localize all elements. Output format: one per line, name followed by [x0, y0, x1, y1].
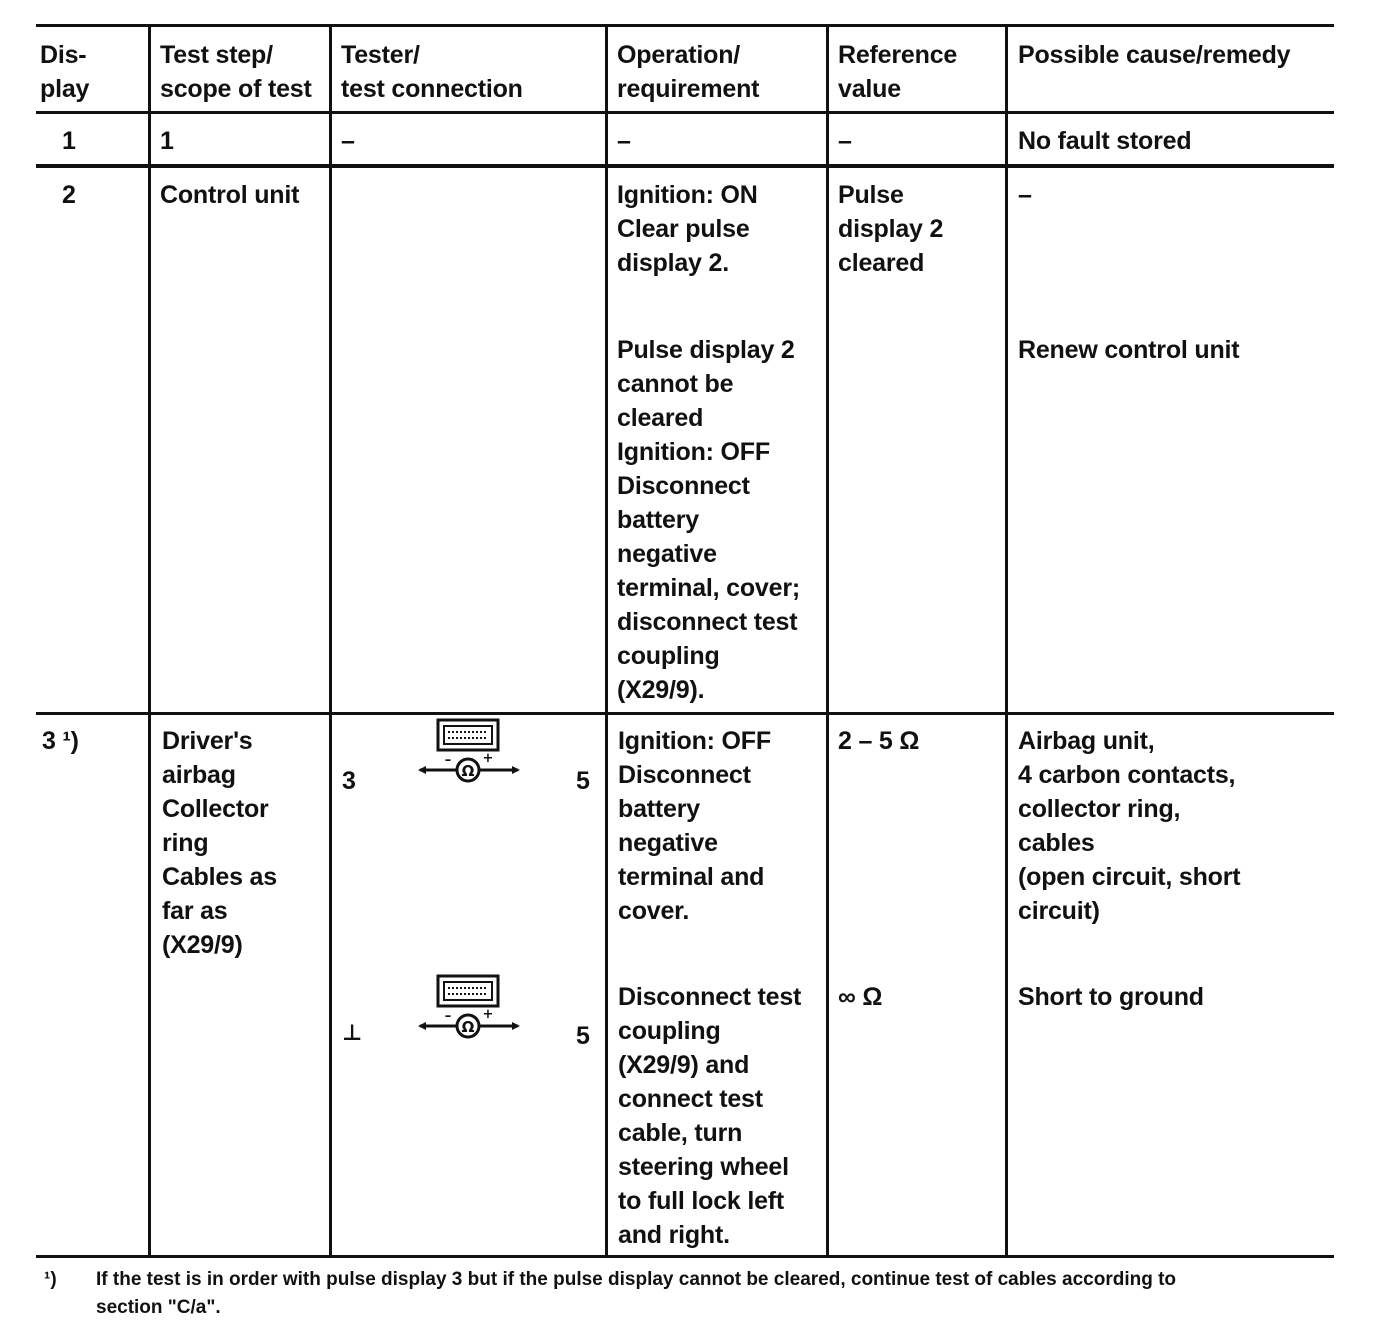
- row1-reference: –: [838, 127, 852, 155]
- ohmmeter-icon: [414, 718, 524, 788]
- header-test-step: Test step/ scope of test: [160, 41, 312, 103]
- svg-text:+: +: [482, 1007, 494, 1022]
- svg-text:–: –: [444, 1009, 452, 1024]
- col-rule-2: [329, 24, 332, 1258]
- row1-test-step: 1: [160, 127, 174, 155]
- top-rule: [36, 24, 1334, 27]
- row2-cause-a: –: [1018, 181, 1032, 209]
- row1-display: 1: [62, 127, 76, 155]
- row2-cause-b: Renew control unit: [1018, 336, 1240, 364]
- col-rule-4: [826, 24, 829, 1258]
- row2-display: 2: [62, 181, 76, 209]
- row3-tester-a-right: 5: [576, 767, 590, 795]
- row2-reference-a: Pulse display 2 cleared: [838, 181, 944, 277]
- row3-tester-b-left: ⊥: [342, 1020, 362, 1045]
- row2-test-step: Control unit: [160, 181, 300, 209]
- svg-text:Ω: Ω: [461, 1018, 475, 1036]
- row2-operation-a: Ignition: ON Clear pulse display 2.: [617, 181, 758, 277]
- footnote-text: If the test is in order with pulse display 3 but if the pulse display cannot be cleared, continue test of cables according to section "C/a".: [96, 1269, 1177, 1318]
- bottom-rule: [36, 1255, 1334, 1258]
- col-rule-3: [605, 24, 608, 1258]
- row3-reference-b: ∞ Ω: [838, 983, 883, 1011]
- header-rule: [36, 111, 1334, 114]
- row3-operation-b: Disconnect test coupling (X29/9) and connect test cable, turn steering wheel to full lock left and right.: [618, 983, 802, 1249]
- row3-test-step: Driver's airbag Collector ring Cables as far as (X29/9): [162, 727, 277, 959]
- row3-reference-a: 2 – 5 Ω: [838, 727, 920, 755]
- footnote-marker: ¹): [44, 1269, 57, 1290]
- svg-text:–: –: [444, 753, 452, 768]
- ohmmeter-icon-2: [414, 974, 524, 1044]
- header-tester: Tester/ test connection: [341, 41, 523, 103]
- row3-tester-b-right: 5: [576, 1022, 590, 1050]
- header-cause: Possible cause/remedy: [1018, 41, 1291, 69]
- col-rule-5: [1005, 24, 1008, 1258]
- row1-rule: [36, 164, 1334, 168]
- row3-tester-a-left: 3: [342, 767, 356, 795]
- row2-rule: [36, 712, 1334, 715]
- row2-operation-b: Pulse display 2 cannot be cleared Ignition: OFF Disconnect battery negative terminal, cover; disconnect test coupling (X29/9).: [617, 336, 800, 704]
- svg-text:+: +: [482, 751, 494, 766]
- row1-tester: –: [341, 127, 355, 155]
- row3-cause-b: Short to ground: [1018, 983, 1204, 1011]
- row1-operation: –: [617, 127, 631, 155]
- header-display: Dis- play: [40, 41, 90, 103]
- row1-cause: No fault stored: [1018, 127, 1192, 155]
- header-reference: Reference value: [838, 41, 958, 103]
- row3-cause-a: Airbag unit, 4 carbon contacts, collector ring, cables (open circuit, short circuit): [1018, 727, 1241, 925]
- header-operation: Operation/ requirement: [617, 41, 760, 103]
- col-rule-1: [148, 24, 151, 1258]
- row3-display: 3 ¹): [42, 727, 79, 755]
- svg-text:Ω: Ω: [461, 762, 475, 780]
- row3-operation-a: Ignition: OFF Disconnect battery negative terminal and cover.: [618, 727, 771, 925]
